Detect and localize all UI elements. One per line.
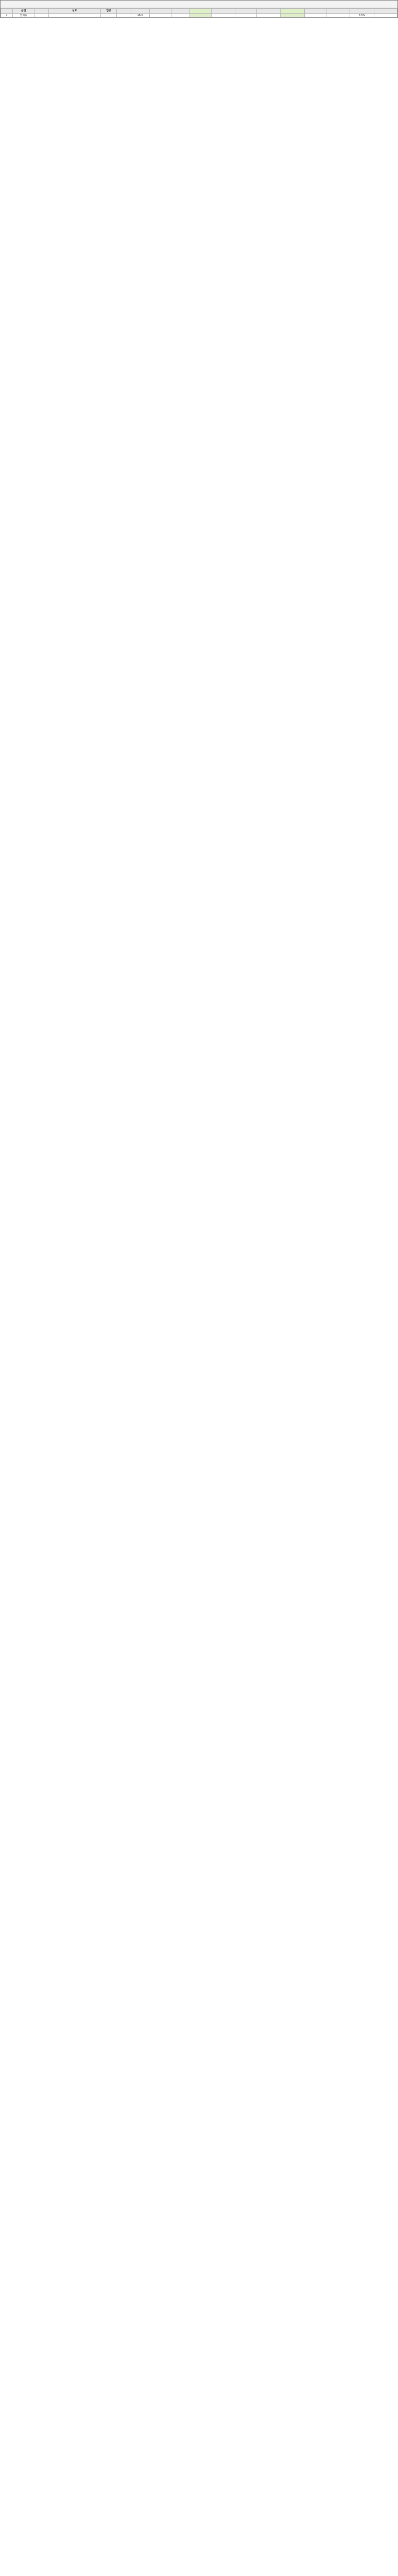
column-header (189, 9, 211, 14)
table-cell (326, 14, 350, 18)
column-header (281, 9, 304, 14)
column-header (117, 9, 131, 14)
column-header (211, 9, 235, 14)
data-table (1, 8, 397, 18)
column-header (304, 9, 326, 14)
sheet-title (1, 1, 397, 8)
table-cell (149, 14, 171, 18)
column-header: 상호 (48, 9, 100, 14)
table-cell (235, 14, 256, 18)
table-cell (257, 14, 281, 18)
table-cell: 7.5% (350, 14, 374, 18)
table-cell (374, 14, 397, 18)
spreadsheet-sheet (0, 0, 398, 18)
column-header (257, 9, 281, 14)
table-cell (304, 14, 326, 18)
table-cell: 16.0 (131, 14, 149, 18)
table-cell: 연희동 (13, 14, 34, 18)
table-cell (189, 14, 211, 18)
column-header (1, 9, 13, 14)
table-cell (100, 14, 117, 18)
column-header (235, 9, 256, 14)
table-cell: 1 (1, 14, 13, 18)
table-header-row (1, 9, 397, 14)
table-cell (171, 14, 189, 18)
table-row (1, 14, 397, 18)
table-cell (211, 14, 235, 18)
column-header: 읍면 (13, 9, 34, 14)
column-header (34, 9, 48, 14)
table-cell (117, 14, 131, 18)
table-cell (48, 14, 100, 18)
table-cell (34, 14, 48, 18)
column-header (374, 9, 397, 14)
column-header (350, 9, 374, 14)
table-body (1, 14, 397, 18)
column-header: 업종 (100, 9, 117, 14)
column-header (149, 9, 171, 14)
column-header (131, 9, 149, 14)
column-header (326, 9, 350, 14)
column-header (171, 9, 189, 14)
table-cell (281, 14, 304, 18)
